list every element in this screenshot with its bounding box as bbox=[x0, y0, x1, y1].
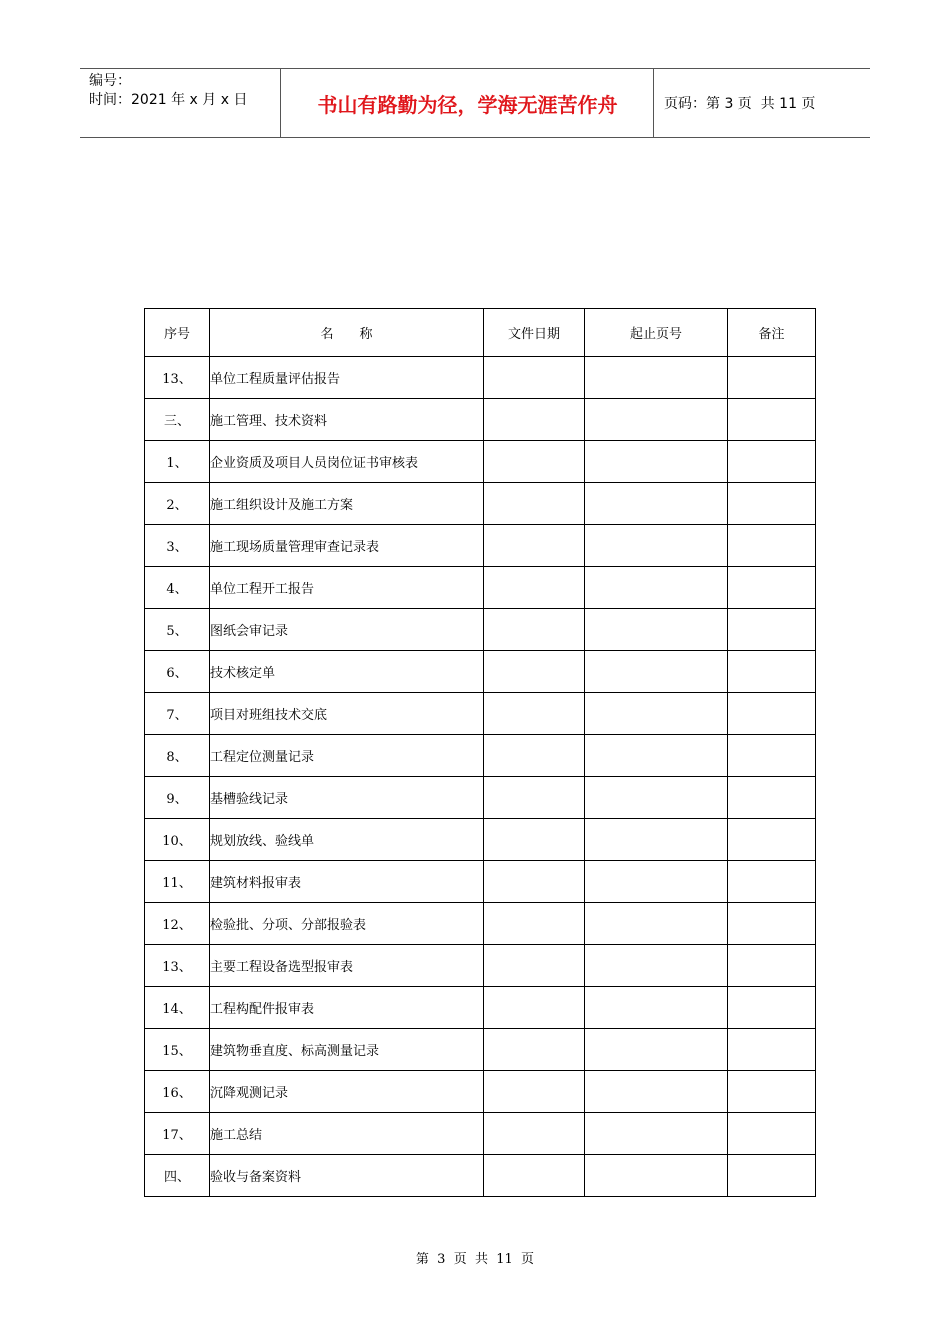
column-header-name: 名 称 bbox=[210, 309, 484, 357]
row-page-range-cell bbox=[585, 357, 728, 399]
row-file-date-cell bbox=[484, 567, 585, 609]
row-file-date-cell bbox=[484, 819, 585, 861]
table-row bbox=[145, 903, 816, 945]
table-row bbox=[145, 399, 816, 441]
row-number-cell: 8、 bbox=[145, 735, 210, 777]
row-remarks-cell bbox=[728, 651, 816, 693]
row-name-cell: 检验批、分项、分部报验表 bbox=[210, 903, 484, 945]
row-file-date-cell bbox=[484, 735, 585, 777]
row-remarks-cell bbox=[728, 399, 816, 441]
row-remarks-cell bbox=[728, 735, 816, 777]
row-remarks-cell bbox=[728, 861, 816, 903]
document-number-label: 编号： bbox=[89, 73, 131, 89]
document-time-label: 时间：2021 年 x 月 x 日 bbox=[89, 92, 248, 108]
row-page-range-cell bbox=[585, 609, 728, 651]
row-remarks-cell bbox=[728, 1155, 816, 1197]
row-number-cell: 13、 bbox=[145, 945, 210, 987]
row-page-range-cell bbox=[585, 1113, 728, 1155]
row-remarks-cell bbox=[728, 525, 816, 567]
table-row bbox=[145, 1029, 816, 1071]
column-header-remarks: 备注 bbox=[728, 309, 816, 357]
row-name-cell: 施工总结 bbox=[210, 1113, 484, 1155]
row-name-cell: 工程定位测量记录 bbox=[210, 735, 484, 777]
row-number-cell: 4、 bbox=[145, 567, 210, 609]
row-number-cell: 2、 bbox=[145, 483, 210, 525]
row-page-range-cell bbox=[585, 903, 728, 945]
row-number-cell: 6、 bbox=[145, 651, 210, 693]
document-index-table bbox=[144, 308, 816, 1197]
row-file-date-cell bbox=[484, 609, 585, 651]
row-name-cell: 技术核定单 bbox=[210, 651, 484, 693]
row-page-range-cell bbox=[585, 693, 728, 735]
row-number-cell: 三、 bbox=[145, 399, 210, 441]
row-number-cell: 15、 bbox=[145, 1029, 210, 1071]
row-file-date-cell bbox=[484, 1029, 585, 1071]
row-name-cell: 建筑材料报审表 bbox=[210, 861, 484, 903]
table-row bbox=[145, 651, 816, 693]
row-file-date-cell bbox=[484, 945, 585, 987]
row-remarks-cell bbox=[728, 819, 816, 861]
row-remarks-cell bbox=[728, 945, 816, 987]
header-meta bbox=[80, 69, 281, 137]
row-number-cell: 9、 bbox=[145, 777, 210, 819]
column-header-page-range: 起止页号 bbox=[585, 309, 728, 357]
row-file-date-cell bbox=[484, 1113, 585, 1155]
row-page-range-cell bbox=[585, 1155, 728, 1197]
table-row bbox=[145, 819, 816, 861]
table-row bbox=[145, 1071, 816, 1113]
row-number-cell: 四、 bbox=[145, 1155, 210, 1197]
row-page-range-cell bbox=[585, 945, 728, 987]
row-name-cell: 工程构配件报审表 bbox=[210, 987, 484, 1029]
row-file-date-cell bbox=[484, 483, 585, 525]
row-remarks-cell bbox=[728, 441, 816, 483]
row-number-cell: 14、 bbox=[145, 987, 210, 1029]
table-header-row bbox=[145, 309, 816, 357]
row-file-date-cell bbox=[484, 903, 585, 945]
table-row bbox=[145, 441, 816, 483]
row-name-cell: 单位工程质量评估报告 bbox=[210, 357, 484, 399]
row-file-date-cell bbox=[484, 777, 585, 819]
row-name-cell: 基槽验线记录 bbox=[210, 777, 484, 819]
row-file-date-cell bbox=[484, 1155, 585, 1197]
row-page-range-cell bbox=[585, 525, 728, 567]
page-footer: 第 3 页 共 11 页 bbox=[415, 1252, 535, 1267]
row-page-range-cell bbox=[585, 1071, 728, 1113]
table-row bbox=[145, 735, 816, 777]
row-name-cell: 施工组织设计及施工方案 bbox=[210, 483, 484, 525]
row-name-cell: 图纸会审记录 bbox=[210, 609, 484, 651]
row-name-cell: 规划放线、验线单 bbox=[210, 819, 484, 861]
row-file-date-cell bbox=[484, 693, 585, 735]
row-name-cell: 企业资质及项目人员岗位证书审核表 bbox=[210, 441, 484, 483]
row-name-cell: 施工现场质量管理审查记录表 bbox=[210, 525, 484, 567]
row-page-range-cell bbox=[585, 483, 728, 525]
row-page-range-cell bbox=[585, 567, 728, 609]
row-number-cell: 16、 bbox=[145, 1071, 210, 1113]
row-remarks-cell bbox=[728, 1029, 816, 1071]
row-page-range-cell bbox=[585, 819, 728, 861]
row-file-date-cell bbox=[484, 441, 585, 483]
row-remarks-cell bbox=[728, 357, 816, 399]
header-motto: 书山有路勤为径，学海无涯苦作舟 bbox=[282, 69, 654, 137]
row-name-cell: 建筑物垂直度、标高测量记录 bbox=[210, 1029, 484, 1071]
table-row bbox=[145, 861, 816, 903]
row-remarks-cell bbox=[728, 609, 816, 651]
row-number-cell: 10、 bbox=[145, 819, 210, 861]
row-remarks-cell bbox=[728, 1071, 816, 1113]
row-remarks-cell bbox=[728, 483, 816, 525]
row-file-date-cell bbox=[484, 525, 585, 567]
table-row bbox=[145, 945, 816, 987]
table-row bbox=[145, 1113, 816, 1155]
row-file-date-cell bbox=[484, 987, 585, 1029]
row-name-cell: 验收与备案资料 bbox=[210, 1155, 484, 1197]
row-remarks-cell bbox=[728, 777, 816, 819]
page-header bbox=[80, 68, 870, 138]
row-number-cell: 13、 bbox=[145, 357, 210, 399]
row-remarks-cell bbox=[728, 987, 816, 1029]
row-name-cell: 项目对班组技术交底 bbox=[210, 693, 484, 735]
header-page-label: 页码：第 3 页 共 11 页 bbox=[664, 96, 816, 112]
row-page-range-cell bbox=[585, 777, 728, 819]
row-page-range-cell bbox=[585, 651, 728, 693]
row-number-cell: 12、 bbox=[145, 903, 210, 945]
row-file-date-cell bbox=[484, 357, 585, 399]
row-page-range-cell bbox=[585, 1029, 728, 1071]
row-page-range-cell bbox=[585, 441, 728, 483]
table-row bbox=[145, 567, 816, 609]
table-row bbox=[145, 483, 816, 525]
table-row bbox=[145, 357, 816, 399]
row-name-cell: 施工管理、技术资料 bbox=[210, 399, 484, 441]
row-remarks-cell bbox=[728, 567, 816, 609]
row-name-cell: 沉降观测记录 bbox=[210, 1071, 484, 1113]
row-number-cell: 11、 bbox=[145, 861, 210, 903]
row-name-cell: 主要工程设备选型报审表 bbox=[210, 945, 484, 987]
row-remarks-cell bbox=[728, 693, 816, 735]
row-page-range-cell bbox=[585, 861, 728, 903]
row-remarks-cell bbox=[728, 1113, 816, 1155]
row-file-date-cell bbox=[484, 399, 585, 441]
row-name-cell: 单位工程开工报告 bbox=[210, 567, 484, 609]
row-page-range-cell bbox=[585, 399, 728, 441]
row-number-cell: 5、 bbox=[145, 609, 210, 651]
table-row bbox=[145, 1155, 816, 1197]
table-row bbox=[145, 609, 816, 651]
table-row bbox=[145, 693, 816, 735]
row-number-cell: 17、 bbox=[145, 1113, 210, 1155]
row-remarks-cell bbox=[728, 903, 816, 945]
row-number-cell: 7、 bbox=[145, 693, 210, 735]
row-number-cell: 1、 bbox=[145, 441, 210, 483]
column-header-file-date: 文件日期 bbox=[484, 309, 585, 357]
row-file-date-cell bbox=[484, 651, 585, 693]
column-header-number: 序号 bbox=[145, 309, 210, 357]
row-page-range-cell bbox=[585, 735, 728, 777]
row-file-date-cell bbox=[484, 1071, 585, 1113]
table-row bbox=[145, 525, 816, 567]
row-page-range-cell bbox=[585, 987, 728, 1029]
row-file-date-cell bbox=[484, 861, 585, 903]
table-row bbox=[145, 777, 816, 819]
table-body bbox=[145, 357, 816, 1197]
table-row bbox=[145, 987, 816, 1029]
row-number-cell: 3、 bbox=[145, 525, 210, 567]
